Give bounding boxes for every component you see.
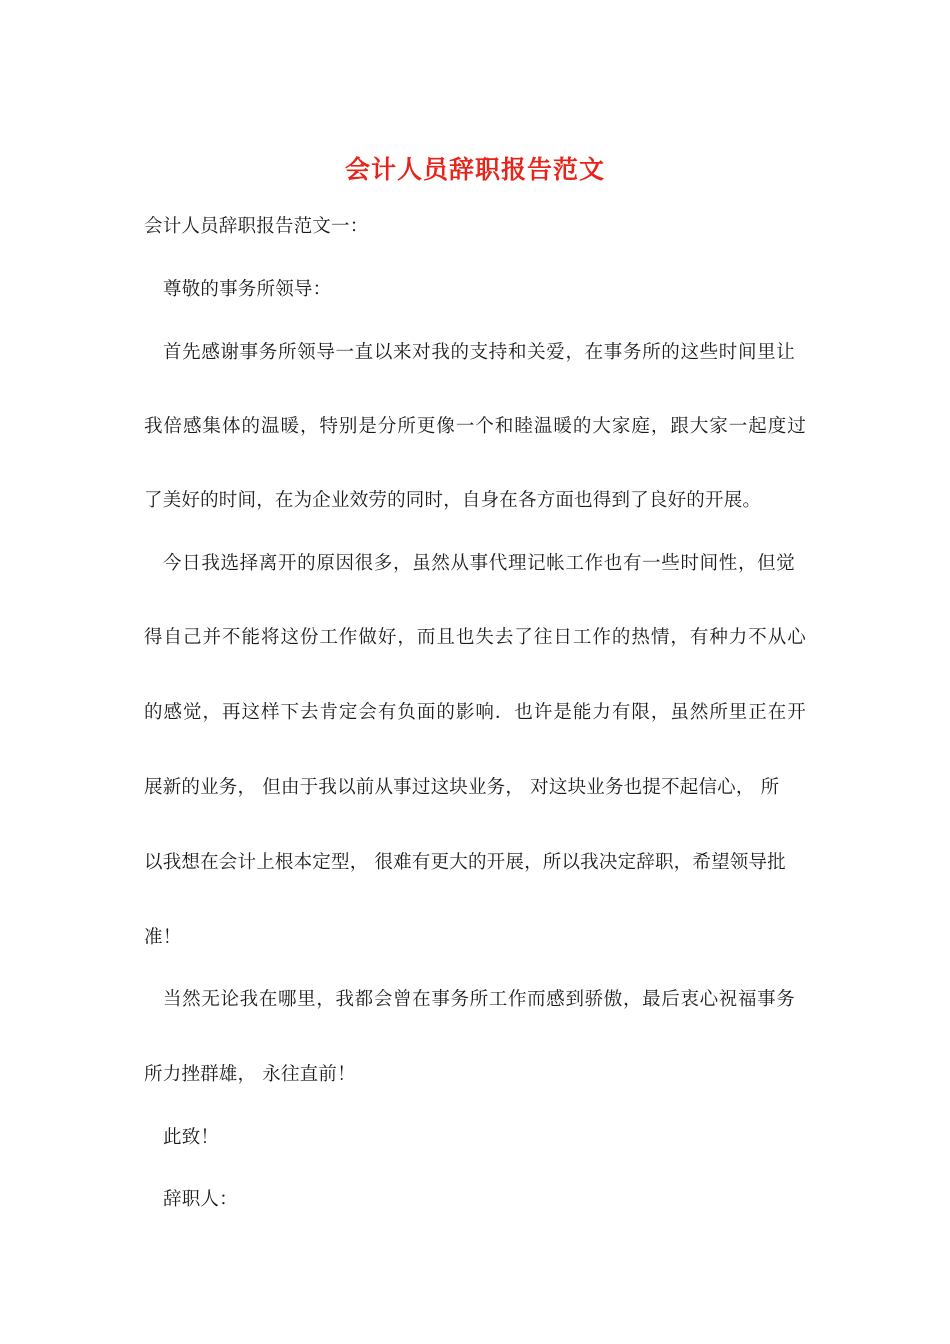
paragraph2-line-4: 展新的业务， 但由于我以前从事过这块业务， 对这块业务也提不起信心， 所 <box>144 777 780 798</box>
salutation: 尊敬的事务所领导： <box>163 279 332 300</box>
paragraph2-line-2: 得自己并不能将这份工作做好，而且也失去了往日工作的热情，有种力不从心 <box>144 627 806 648</box>
paragraph3-line-1: 当然无论我在哪里，我都会曾在事务所工作而感到骄傲，最后衷心祝福事务 <box>163 989 795 1010</box>
document-title: 会计人员辞职报告范文 <box>344 155 605 184</box>
subheading: 会计人员辞职报告范文一： <box>144 216 369 237</box>
paragraph1-line-3: 了美好的时间，在为企业效劳的同时，自身在各方面也得到了良好的开展。 <box>144 490 762 511</box>
paragraph2-line-1: 今日我选择离开的原因很多，虽然从事代理记帐工作也有一些时间性，但觉 <box>163 553 795 574</box>
signature-label: 辞职人： <box>163 1189 238 1210</box>
paragraph2-line-6: 准！ <box>144 927 182 948</box>
closing: 此致！ <box>163 1127 220 1148</box>
paragraph1-line-2: 我倍感集体的温暖，特别是分所更像一个和睦温暖的大家庭，跟大家一起度过 <box>144 416 806 437</box>
paragraph1-line-1: 首先感谢事务所领导一直以来对我的支持和关爱，在事务所的这些时间里让 <box>163 342 795 363</box>
paragraph2-line-5: 以我想在会计上根本定型， 很难有更大的开展，所以我决定辞职，希望领导批 <box>144 852 786 873</box>
paragraph3-line-2: 所力挫群雄， 永往直前！ <box>144 1064 356 1085</box>
paragraph2-line-3: 的感觉，再这样下去肯定会有负面的影响．也许是能力有限，虽然所里正在开 <box>144 702 806 723</box>
